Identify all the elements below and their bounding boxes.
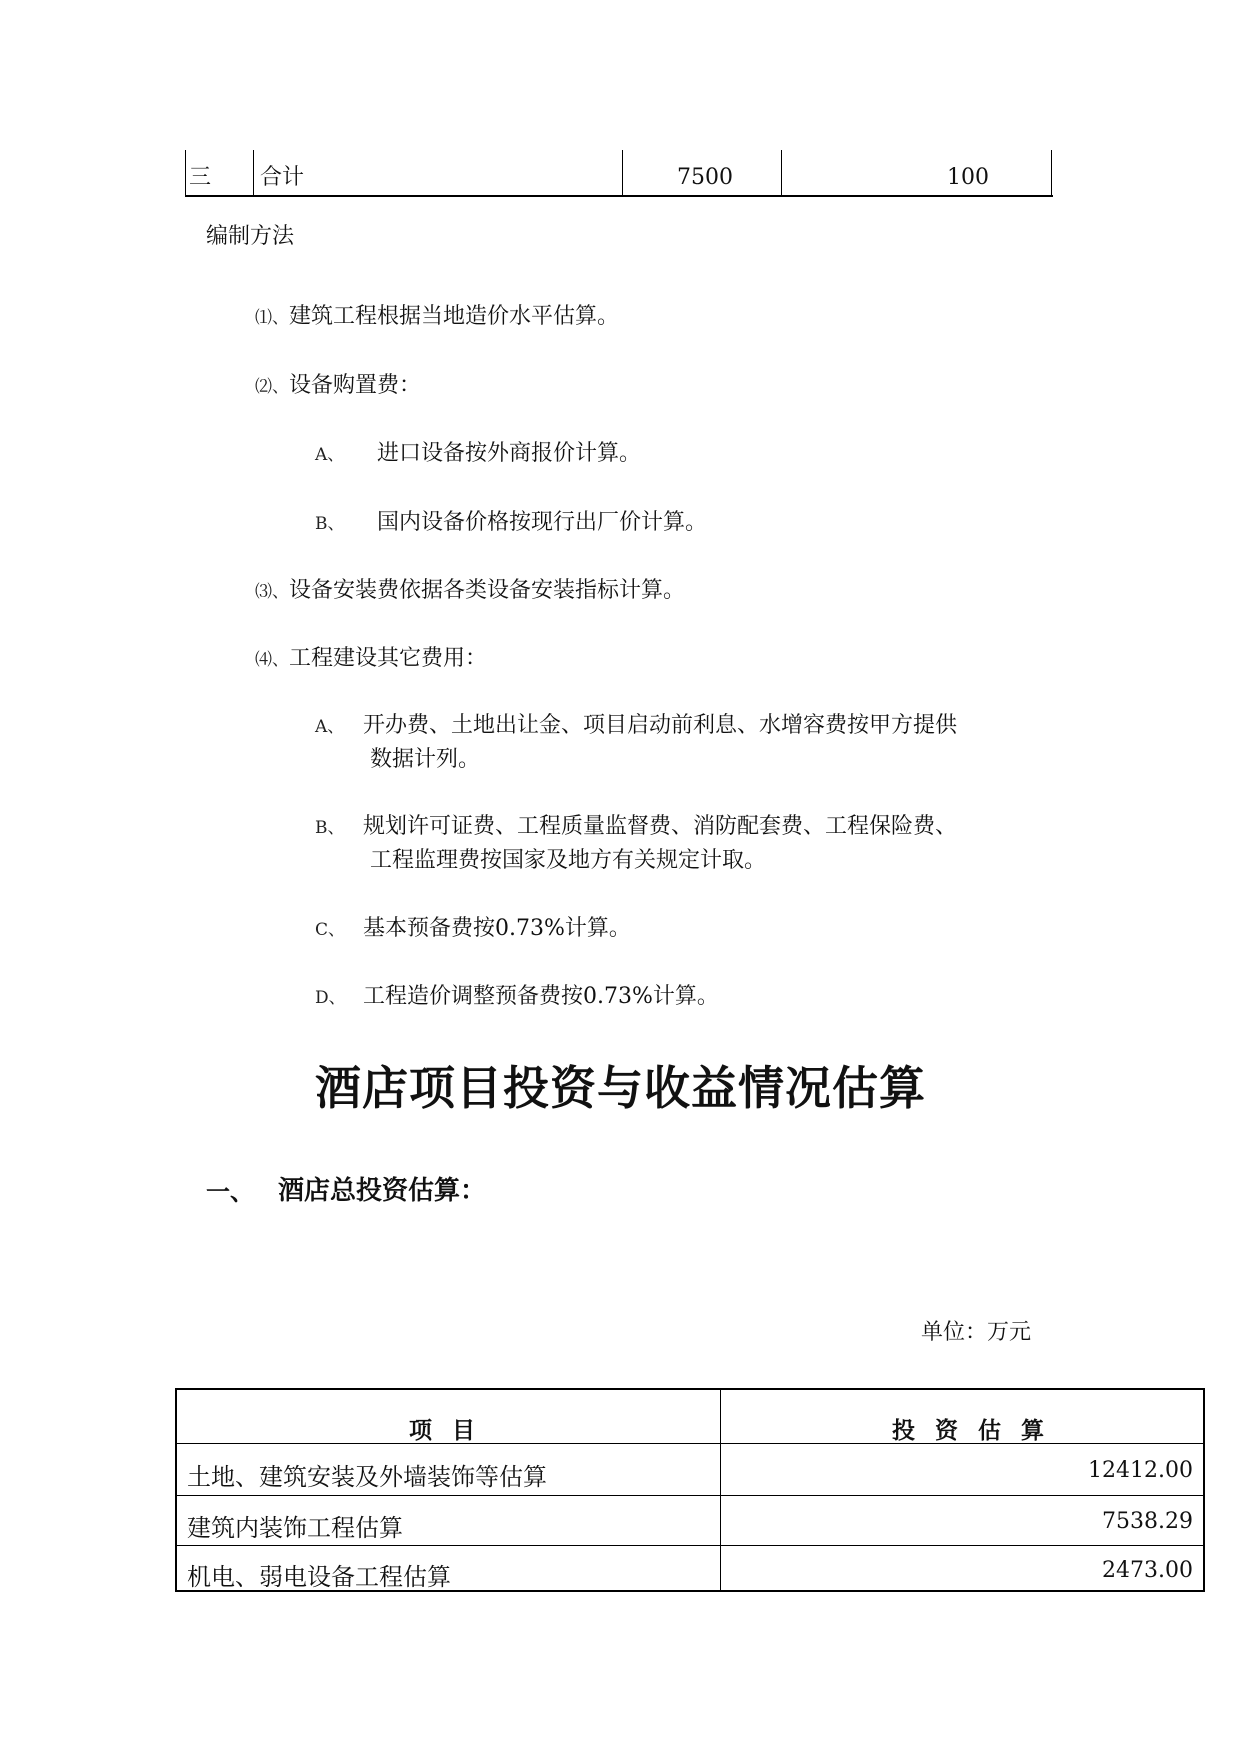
table-row bbox=[177, 1545, 1203, 1591]
item-marker: D、 bbox=[315, 988, 346, 1008]
summary-num: 三 bbox=[189, 165, 212, 190]
method-item bbox=[255, 371, 421, 402]
table-divider bbox=[1051, 150, 1052, 195]
row-value: 12412.00 bbox=[1088, 1458, 1193, 1483]
section-heading: 酒店总投资估算： bbox=[278, 1176, 487, 1206]
item-marker: ⑵、 bbox=[255, 377, 289, 397]
table-row bbox=[177, 1443, 1203, 1496]
method-item bbox=[255, 302, 619, 333]
table-row bbox=[177, 1495, 1203, 1546]
summary-label: 合计 bbox=[260, 165, 305, 190]
method-subitem-cont: 数据计列。 bbox=[370, 747, 481, 772]
method-subitem-cont: 工程监理费按国家及地方有关规定计取。 bbox=[370, 848, 767, 873]
method-subitem bbox=[315, 439, 641, 470]
item-marker: C、 bbox=[315, 920, 346, 940]
item-text: 工程造价调整预备费按0.73%计算。 bbox=[363, 984, 719, 1009]
table-divider bbox=[781, 150, 782, 195]
item-text: 设备购置费： bbox=[289, 373, 422, 398]
item-marker: B、 bbox=[315, 818, 345, 838]
item-text: 基本预备费按0.73%计算。 bbox=[363, 916, 631, 941]
row-item: 机电、弱电设备工程估算 bbox=[187, 1563, 451, 1591]
page-title: 酒店项目投资与收益情况估算 bbox=[315, 1061, 926, 1115]
summary-value-2: 100 bbox=[947, 165, 989, 190]
item-marker: ⑶、 bbox=[255, 582, 289, 602]
item-marker: B、 bbox=[315, 514, 345, 534]
item-text: 国内设备价格按现行出厂价计算。 bbox=[377, 510, 708, 535]
table-divider bbox=[622, 150, 623, 195]
method-item bbox=[255, 644, 487, 675]
method-subitem bbox=[315, 982, 719, 1013]
method-item bbox=[255, 576, 685, 607]
item-text: 设备安装费依据各类设备安装指标计算。 bbox=[289, 578, 686, 603]
investment-table bbox=[175, 1388, 1205, 1592]
section-number: 一、 bbox=[206, 1177, 254, 1206]
item-marker: A、 bbox=[315, 717, 345, 737]
method-heading: 编制方法 bbox=[206, 224, 295, 249]
row-value: 7538.29 bbox=[1102, 1509, 1193, 1534]
item-text: 进口设备按外商报价计算。 bbox=[377, 441, 642, 466]
method-subitem bbox=[315, 711, 957, 742]
item-text: 工程建设其它费用： bbox=[289, 646, 488, 671]
table-divider bbox=[185, 150, 186, 195]
summary-value-1: 7500 bbox=[677, 165, 733, 190]
row-value: 2473.00 bbox=[1102, 1558, 1193, 1583]
item-text: 规划许可证费、工程质量监督费、消防配套费、工程保险费、 bbox=[363, 814, 958, 839]
row-item: 土地、建筑安装及外墙装饰等估算 bbox=[187, 1463, 547, 1491]
header-item: 项 目 bbox=[409, 1417, 482, 1444]
table-divider bbox=[253, 150, 254, 195]
summary-table bbox=[185, 150, 1053, 197]
item-marker: ⑷、 bbox=[255, 650, 289, 670]
item-marker: ⑴、 bbox=[255, 308, 289, 328]
unit-label: 单位：万元 bbox=[920, 1320, 1031, 1345]
item-text: 开办费、土地出让金、项目启动前利息、水增容费按甲方提供 bbox=[363, 713, 958, 738]
method-subitem bbox=[315, 508, 707, 539]
method-subitem bbox=[315, 812, 957, 843]
item-marker: A、 bbox=[315, 445, 345, 465]
row-item: 建筑内装饰工程估算 bbox=[187, 1514, 403, 1542]
header-investment: 投 资 估 算 bbox=[892, 1417, 1051, 1444]
method-subitem bbox=[315, 914, 631, 945]
item-text: 建筑工程根据当地造价水平估算。 bbox=[289, 304, 620, 329]
